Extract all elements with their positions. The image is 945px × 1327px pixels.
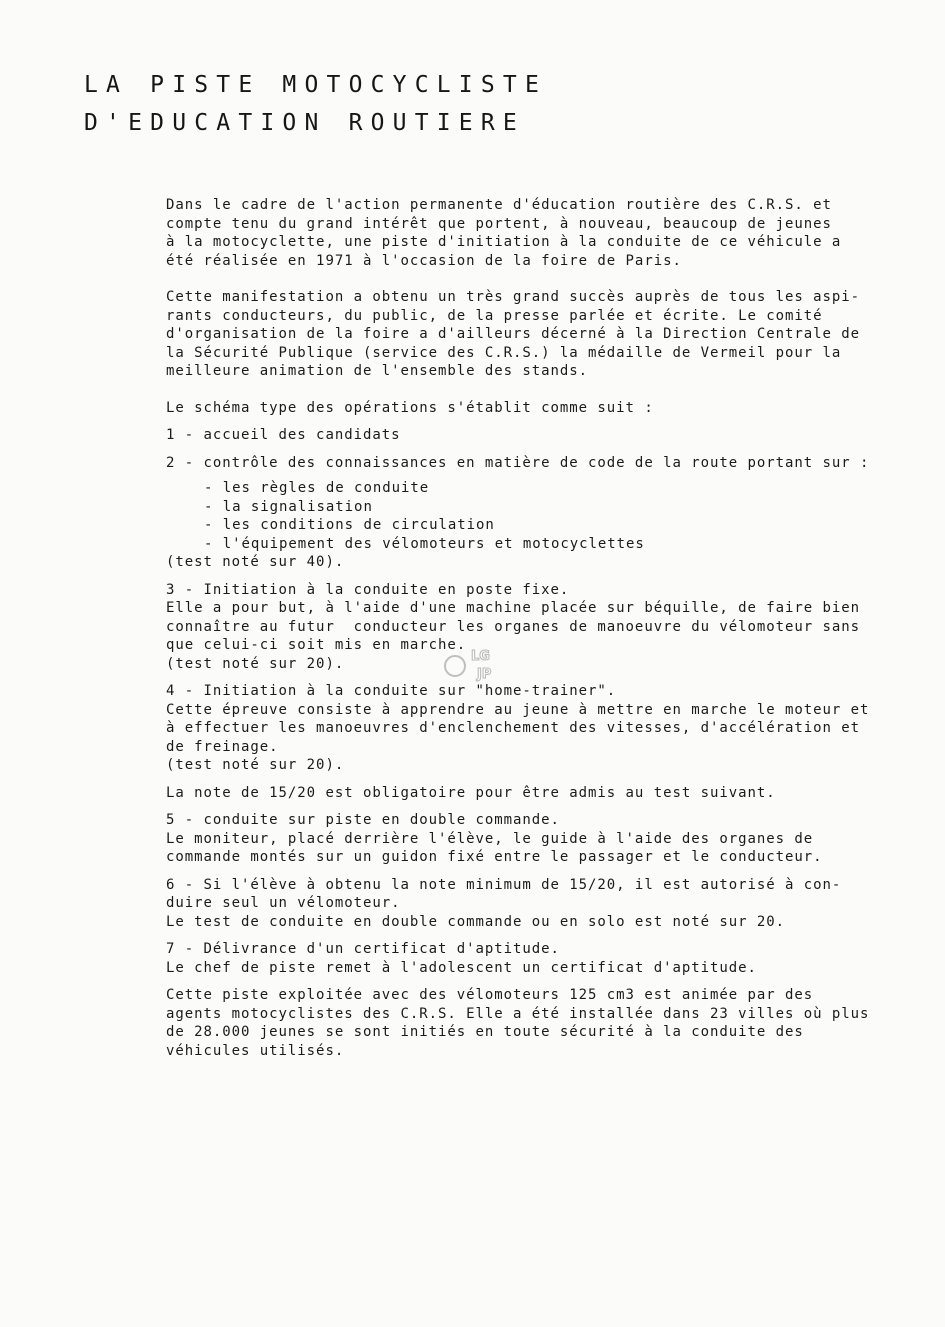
- step-5: [166, 811, 896, 867]
- text-line: Le test de conduite en double commande ou en solo est noté sur 20.: [166, 913, 785, 930]
- step-1: 1 - accueil des candidats: [166, 427, 401, 443]
- text-line: 5 - conduite sur piste en double commande.: [166, 812, 560, 828]
- text-line: 6 - Si l'élève à obtenu la note minimum de 15/20, il est autorisé à con-: [166, 876, 842, 893]
- text-line: commande montés sur un guidon fixé entre le passager et le conducteur.: [166, 849, 823, 865]
- text-line: Cette épreuve consiste à apprendre au jeune à mettre en marche le moteur et: [166, 701, 870, 718]
- list-item: - la signalisation: [204, 498, 373, 515]
- text-line: duire seul un vélomoteur.: [166, 895, 401, 911]
- text-line: la Sécurité Publique (service des C.R.S.) la médaille de Vermeil pour la: [166, 344, 842, 361]
- step-2: 2 - contrôle des connaissances en matière de code de la route portant sur :: [166, 454, 870, 471]
- text-line: (test noté sur 20).: [166, 757, 345, 773]
- text-line: Le chef de piste remet à l'adolescent un certificat d'aptitude.: [166, 959, 757, 976]
- text-line: Le moniteur, placé derrière l'élève, le guide à l'aide des organes de: [166, 830, 814, 847]
- svg-text:JP: JP: [477, 667, 492, 682]
- text-line: meilleure animation de l'ensemble des stands.: [166, 363, 589, 379]
- note-rule: La note de 15/20 est obligatoire pour être admis au test suivant.: [166, 784, 776, 801]
- schema-intro: Le schéma type des opérations s'établit comme suit :: [166, 399, 654, 416]
- text-line: à la motocyclette, une piste d'initiation à la conduite de ce véhicule a: [166, 234, 842, 250]
- text-line: de 28.000 jeunes se sont initiés en toute sécurité à la conduite des: [166, 1024, 804, 1040]
- text-line: 4 - Initiation à la conduite sur "home-trainer".: [166, 683, 617, 699]
- text-line: compte tenu du grand intérêt que portent, à nouveau, beaucoup de jeunes: [166, 215, 832, 232]
- text-line: que celui-ci soit mis en marche.: [166, 637, 467, 653]
- text-line: Cette piste exploitée avec des vélomoteurs 125 cm3 est animée par des: [166, 987, 814, 1003]
- text-line: Dans le cadre de l'action permanente d'éducation routière des C.R.S. et: [166, 197, 832, 213]
- text-line: de freinage.: [166, 738, 279, 755]
- step-3: [166, 581, 896, 674]
- step-7: [166, 940, 896, 977]
- document-body: [166, 196, 896, 1060]
- conclusion-paragraph: [166, 986, 896, 1060]
- watermark-stamp: [441, 640, 505, 688]
- list-item: - l'équipement des vélomoteurs et motocyclettes: [204, 535, 645, 552]
- intro-paragraph: [166, 196, 896, 270]
- step-6: [166, 876, 896, 932]
- text-line: (test noté sur 20).: [166, 655, 345, 672]
- success-paragraph: [166, 288, 896, 381]
- text-line: 7 - Délivrance d'un certificat d'aptitude.: [166, 941, 560, 957]
- text-line: Elle a pour but, à l'aide d'une machine placée sur béquille, de faire bien: [166, 600, 861, 616]
- text-line: rants conducteurs, du public, de la presse parlée et écrite. Le comité: [166, 307, 823, 324]
- text-line: été réalisée en 1971 à l'occasion de la foire de Paris.: [166, 252, 682, 269]
- text-line: 3 - Initiation à la conduite en poste fixe.: [166, 581, 570, 598]
- list-item: - les règles de conduite: [204, 480, 430, 496]
- list-item: - les conditions de circulation: [204, 517, 495, 533]
- document-title: [84, 66, 547, 142]
- text-line: à effectuer les manoeuvres d'enclenchement des vitesses, d'accélération et: [166, 720, 861, 736]
- text-line: d'organisation de la foire a d'ailleurs décerné à la Direction Centrale de: [166, 326, 861, 342]
- title-line-1: LA PISTE MOTOCYCLISTE: [84, 72, 547, 98]
- step-2-list: [166, 479, 896, 553]
- title-line-2: D'EDUCATION ROUTIERE: [84, 110, 525, 136]
- text-line: agents motocyclistes des C.R.S. Elle a été installée dans 23 villes où plus: [166, 1005, 870, 1022]
- step-4: [166, 682, 896, 775]
- text-line: véhicules utilisés.: [166, 1042, 345, 1059]
- text-line: Cette manifestation a obtenu un très grand succès auprès de tous les aspi-: [166, 289, 861, 305]
- text-line: connaître au futur conducteur les organes de manoeuvre du vélomoteur sans: [166, 618, 861, 635]
- step-2-note: (test noté sur 40).: [166, 554, 345, 570]
- svg-text:LG: LG: [471, 649, 490, 664]
